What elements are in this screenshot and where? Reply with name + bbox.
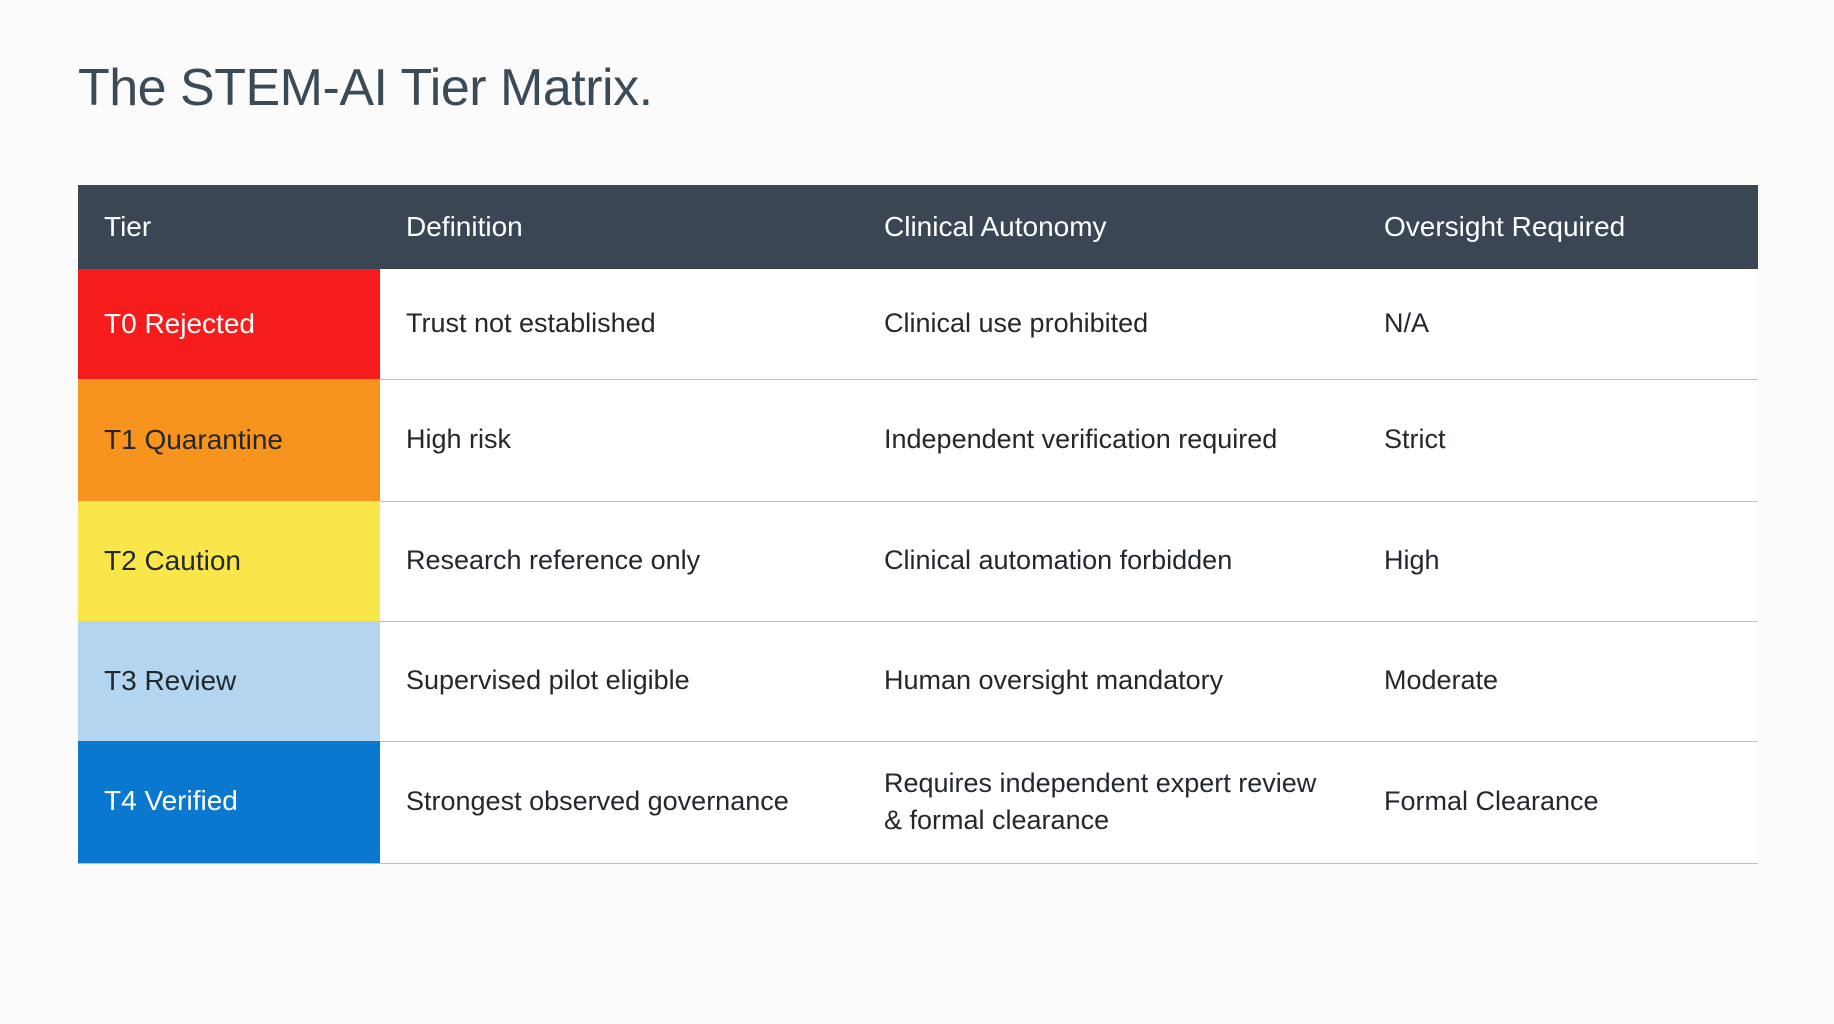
column-header-oversight-required: Oversight Required — [1358, 185, 1758, 269]
cell-clinical-autonomy-t0: Clinical use prohibited — [858, 269, 1358, 379]
cell-definition-t1: High risk — [380, 379, 858, 501]
table-row — [78, 621, 1758, 741]
cell-definition-t2: Research reference only — [380, 501, 858, 621]
cell-clinical-autonomy-t1: Independent verification required — [858, 379, 1358, 501]
tier-badge-t4: T4 Verified — [78, 741, 380, 863]
column-header-definition: Definition — [380, 185, 858, 269]
tier-badge-t3: T3 Review — [78, 621, 380, 741]
table-row — [78, 501, 1758, 621]
cell-oversight-t0: N/A — [1358, 269, 1758, 379]
cell-definition-t4: Strongest observed governance — [380, 741, 858, 863]
cell-oversight-t1: Strict — [1358, 379, 1758, 501]
table-header — [78, 185, 1758, 269]
cell-oversight-t3: Moderate — [1358, 621, 1758, 741]
table-body — [78, 269, 1758, 863]
column-header-tier: Tier — [78, 185, 380, 269]
cell-definition-t0: Trust not established — [380, 269, 858, 379]
cell-definition-t3: Supervised pilot eligible — [380, 621, 858, 741]
page-title: The STEM-AI Tier Matrix. — [78, 59, 653, 117]
tier-badge-t1: T1 Quarantine — [78, 379, 380, 501]
cell-oversight-t4: Formal Clearance — [1358, 741, 1758, 863]
table-header-row — [78, 185, 1758, 269]
table-row — [78, 741, 1758, 863]
cell-clinical-autonomy-t2: Clinical automation forbidden — [858, 501, 1358, 621]
tier-matrix-table — [78, 185, 1758, 864]
table-row — [78, 379, 1758, 501]
cell-clinical-autonomy-t3: Human oversight mandatory — [858, 621, 1358, 741]
column-header-clinical-autonomy: Clinical Autonomy — [858, 185, 1358, 269]
table-row — [78, 269, 1758, 379]
cell-clinical-autonomy-t4: Requires independent expert review & formal clearance — [858, 741, 1358, 863]
cell-oversight-t2: High — [1358, 501, 1758, 621]
tier-badge-t2: T2 Caution — [78, 501, 380, 621]
tier-badge-t0: T0 Rejected — [78, 269, 380, 379]
